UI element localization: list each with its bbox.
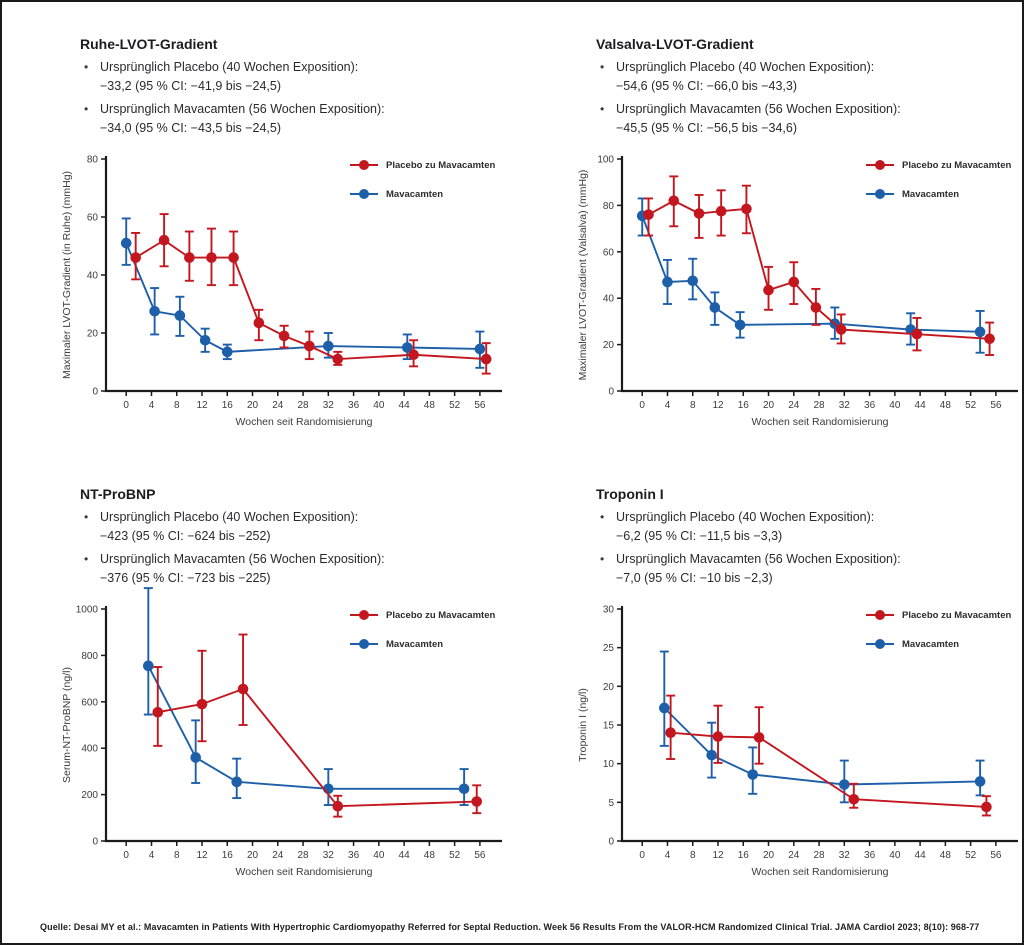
panel-troponin-i: [574, 486, 1024, 887]
svg-text:28: 28: [813, 849, 825, 861]
stat-bullets: [84, 58, 520, 139]
svg-text:16: 16: [221, 849, 233, 861]
svg-text:56: 56: [474, 849, 486, 861]
bullet-item: [600, 58, 1024, 97]
svg-text:12: 12: [196, 399, 208, 411]
svg-text:4: 4: [664, 399, 671, 411]
svg-text:Placebo zu Mavacamten: Placebo zu Mavacamten: [902, 609, 1012, 621]
bullet-line: −34,0 (95 % CI: −43,5 bis −24,5): [100, 121, 282, 136]
svg-text:52: 52: [965, 399, 977, 411]
svg-text:44: 44: [398, 399, 410, 411]
bullet-line: Ursprünglich Mavacamten (56 Wochen Exposition):: [100, 551, 385, 566]
svg-text:Troponin I (ng/l): Troponin I (ng/l): [577, 687, 589, 762]
svg-text:80: 80: [86, 154, 98, 165]
bullet-item: [84, 58, 520, 97]
svg-text:12: 12: [196, 849, 208, 861]
svg-text:36: 36: [348, 399, 360, 411]
source-citation: Quelle: Desai MY et al.: Mavacamten in Patients With Hypertrophic Cardiomyopathy Referred for Septal Reduction. Week 56 Results From the VALOR-HCM Randomized Clinical Trial. JAMA Cardiol 2023; 8(10): 968-77: [40, 922, 980, 932]
svg-text:Wochen seit Randomisierung: Wochen seit Randomisierung: [235, 865, 373, 878]
svg-text:Placebo zu Mavacamten: Placebo zu Mavacamten: [902, 159, 1012, 171]
svg-text:24: 24: [272, 849, 284, 861]
svg-text:5: 5: [608, 797, 614, 809]
panel-title: NT-ProBNP: [80, 486, 156, 502]
svg-text:10: 10: [602, 758, 614, 770]
svg-text:Wochen seit Randomisierung: Wochen seit Randomisierung: [751, 865, 889, 878]
chart-nt-probnp: [58, 599, 516, 887]
svg-text:24: 24: [788, 849, 800, 861]
svg-text:20: 20: [86, 328, 98, 339]
svg-text:16: 16: [737, 399, 749, 411]
svg-text:400: 400: [81, 743, 98, 755]
svg-text:28: 28: [297, 849, 309, 861]
svg-text:Mavacamten: Mavacamten: [902, 188, 960, 200]
svg-text:40: 40: [602, 293, 614, 305]
svg-text:8: 8: [689, 399, 696, 411]
svg-text:600: 600: [81, 696, 98, 708]
svg-text:40: 40: [889, 849, 901, 861]
bullet-line: −7,0 (95 % CI: −10 bis −2,3): [616, 571, 773, 586]
svg-text:40: 40: [889, 399, 901, 411]
bullet-line: −54,6 (95 % CI: −66,0 bis −43,3): [616, 79, 798, 94]
svg-text:60: 60: [602, 246, 614, 258]
svg-text:36: 36: [864, 399, 876, 411]
svg-text:56: 56: [990, 399, 1002, 411]
bullet-item: [600, 550, 1024, 589]
svg-text:44: 44: [914, 849, 926, 861]
panel-title: Valsalva-LVOT-Gradient: [596, 36, 754, 52]
panel-nt-probnp: [58, 486, 520, 887]
bullet-line: −33,2 (95 % CI: −41,9 bis −24,5): [100, 79, 282, 94]
bullet-item: [84, 100, 520, 139]
svg-text:200: 200: [81, 789, 98, 801]
bullet-marker: •: [84, 60, 89, 74]
svg-text:8: 8: [689, 849, 696, 861]
bullet-marker: •: [600, 101, 605, 116]
svg-text:12: 12: [712, 849, 724, 861]
svg-text:0: 0: [608, 386, 614, 397]
svg-text:52: 52: [965, 849, 977, 861]
svg-text:Maximaler LVOT-Gradient (Valsa: Maximaler LVOT-Gradient (Valsalva) (mmHg): [577, 169, 589, 380]
svg-text:36: 36: [864, 849, 876, 861]
svg-text:Placebo zu Mavacamten: Placebo zu Mavacamten: [386, 159, 496, 171]
svg-text:48: 48: [423, 849, 435, 861]
panel-title: Troponin I: [596, 486, 664, 502]
bullet-item: [600, 508, 1024, 547]
panel-valsalva-lvot-gradient: [574, 36, 1024, 437]
svg-text:Mavacamten: Mavacamten: [386, 638, 444, 650]
svg-text:Placebo zu Mavacamten: Placebo zu Mavacamten: [386, 609, 496, 621]
svg-text:44: 44: [914, 399, 926, 411]
bullet-line: Ursprünglich Placebo (40 Wochen Exposition):: [100, 510, 359, 524]
svg-text:32: 32: [322, 849, 334, 861]
svg-text:30: 30: [602, 604, 614, 615]
chart-ruhe-lvot-gradient: [58, 149, 516, 437]
bullet-line: −376 (95 % CI: −723 bis −225): [100, 571, 271, 586]
svg-text:52: 52: [449, 399, 461, 411]
panel-title: Ruhe-LVOT-Gradient: [80, 36, 218, 52]
svg-text:4: 4: [148, 849, 155, 861]
bullet-line: −423 (95 % CI: −624 bis −252): [100, 529, 271, 544]
svg-text:40: 40: [86, 270, 98, 281]
bullet-marker: •: [84, 551, 89, 566]
svg-text:8: 8: [173, 849, 180, 861]
svg-text:80: 80: [602, 200, 614, 212]
svg-text:8: 8: [173, 399, 180, 411]
svg-text:0: 0: [639, 399, 645, 411]
svg-text:56: 56: [474, 399, 486, 411]
bullet-line: Ursprünglich Placebo (40 Wochen Exposition):: [616, 510, 875, 524]
svg-text:20: 20: [246, 399, 259, 411]
svg-text:28: 28: [813, 399, 825, 411]
svg-text:16: 16: [221, 399, 233, 411]
bullet-line: Ursprünglich Mavacamten (56 Wochen Exposition):: [616, 551, 901, 566]
bullet-line: Ursprünglich Mavacamten (56 Wochen Exposition):: [100, 101, 385, 116]
stat-bullets: [600, 58, 1024, 139]
bullet-marker: •: [600, 60, 605, 74]
bullet-item: [84, 550, 520, 589]
svg-text:52: 52: [449, 849, 461, 861]
panel-ruhe-lvot-gradient: [58, 36, 520, 437]
svg-text:0: 0: [608, 836, 614, 847]
bullet-marker: •: [600, 510, 605, 524]
svg-text:20: 20: [762, 849, 775, 861]
bullet-marker: •: [600, 551, 605, 566]
svg-text:15: 15: [602, 720, 614, 731]
svg-text:4: 4: [148, 399, 155, 411]
bullet-marker: •: [84, 510, 89, 524]
bullet-item: [84, 508, 520, 547]
bullet-line: Ursprünglich Placebo (40 Wochen Exposition):: [616, 60, 875, 74]
svg-text:0: 0: [639, 849, 645, 861]
svg-text:Maximaler LVOT-Gradient (in Ru: Maximaler LVOT-Gradient (in Ruhe) (mmHg): [61, 170, 73, 379]
svg-text:Mavacamten: Mavacamten: [386, 188, 444, 200]
svg-text:800: 800: [81, 650, 98, 662]
svg-text:60: 60: [86, 212, 98, 223]
svg-text:48: 48: [423, 399, 435, 411]
svg-text:25: 25: [602, 642, 614, 654]
svg-text:16: 16: [737, 849, 749, 861]
svg-text:Serum-NT-ProBNP (ng/l): Serum-NT-ProBNP (ng/l): [61, 666, 73, 783]
bullet-line: −45,5 (95 % CI: −56,5 bis −34,6): [616, 121, 798, 136]
svg-text:56: 56: [990, 849, 1002, 861]
svg-text:32: 32: [322, 399, 334, 411]
chart-troponin-i: [574, 599, 1024, 887]
svg-text:1000: 1000: [75, 604, 98, 615]
svg-text:28: 28: [297, 399, 309, 411]
svg-text:32: 32: [838, 399, 850, 411]
svg-text:0: 0: [123, 399, 129, 411]
svg-text:4: 4: [664, 849, 671, 861]
svg-text:48: 48: [939, 399, 951, 411]
bullet-marker: •: [84, 101, 89, 116]
svg-text:24: 24: [272, 399, 284, 411]
svg-text:0: 0: [92, 386, 98, 397]
bullet-line: Ursprünglich Placebo (40 Wochen Exposition):: [100, 60, 359, 74]
bullet-line: −6,2 (95 % CI: −11,5 bis −3,3): [616, 529, 783, 544]
svg-text:12: 12: [712, 399, 724, 411]
svg-text:100: 100: [597, 154, 614, 165]
svg-text:40: 40: [373, 399, 385, 411]
bullet-item: [600, 100, 1024, 139]
svg-text:20: 20: [762, 399, 775, 411]
svg-text:20: 20: [602, 681, 614, 693]
chart-valsalva-lvot-gradient: [574, 149, 1024, 437]
svg-text:44: 44: [398, 849, 410, 861]
svg-text:48: 48: [939, 849, 951, 861]
bullet-line: Ursprünglich Mavacamten (56 Wochen Exposition):: [616, 101, 901, 116]
svg-text:0: 0: [92, 836, 98, 847]
svg-text:32: 32: [838, 849, 850, 861]
svg-text:36: 36: [348, 849, 360, 861]
svg-text:0: 0: [123, 849, 129, 861]
svg-text:Wochen seit Randomisierung: Wochen seit Randomisierung: [751, 415, 889, 428]
svg-text:40: 40: [373, 849, 385, 861]
stat-bullets: [84, 508, 520, 589]
svg-text:20: 20: [246, 849, 259, 861]
svg-text:24: 24: [788, 399, 800, 411]
svg-text:Mavacamten: Mavacamten: [902, 638, 960, 650]
svg-text:20: 20: [602, 339, 614, 351]
svg-text:Wochen seit Randomisierung: Wochen seit Randomisierung: [235, 415, 373, 428]
stat-bullets: [600, 508, 1024, 589]
